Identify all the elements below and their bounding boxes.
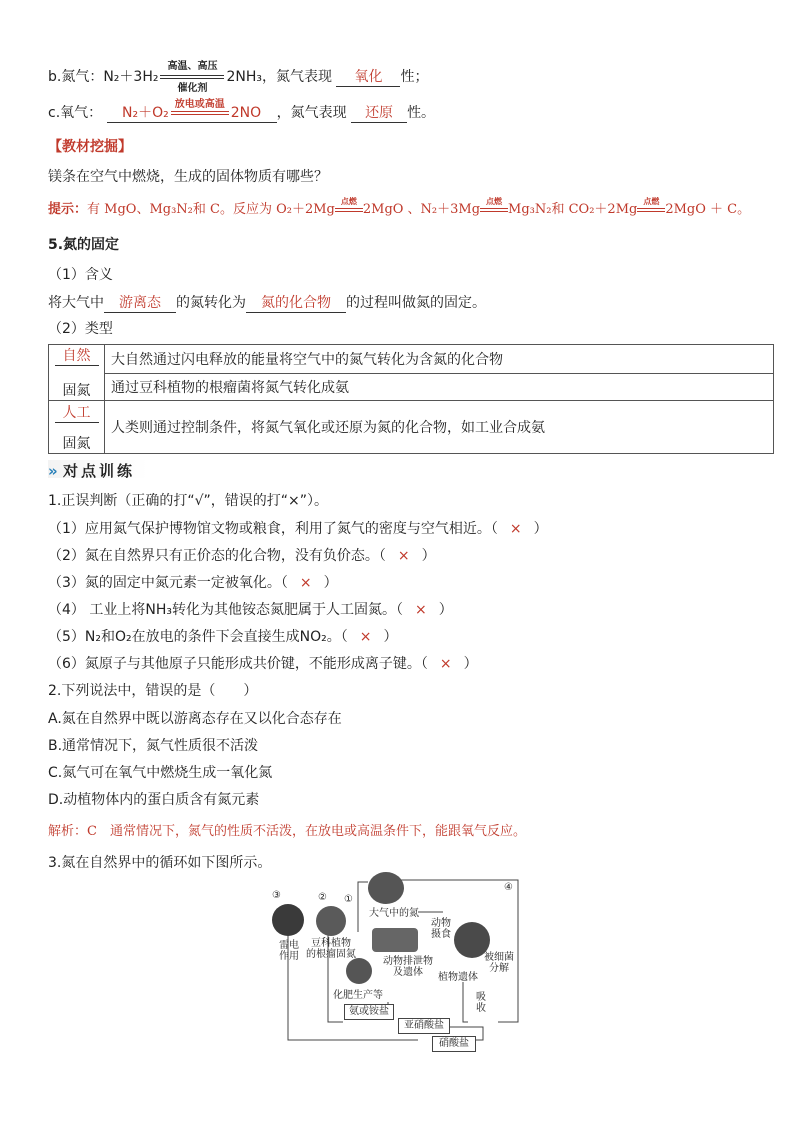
hint-label: 提示： [48, 202, 88, 217]
q1-item-close: ） [533, 521, 548, 537]
hint-text2: 2MgO 、N₂＋3Mg [362, 202, 481, 217]
artificial-row: 人类则通过控制条件，将氮气氧化或还原为氮的化合物，如工业合成氨 [105, 401, 774, 454]
q1-item-mark: × [359, 629, 372, 645]
legume-image [316, 906, 346, 936]
factory-image [346, 958, 372, 984]
q1-item-close: ） [323, 575, 338, 591]
cond-bot-b: 催化剂 [177, 83, 208, 94]
lightning-label: 雷电 作用 [279, 940, 299, 962]
nitrate-box: 硝酸盐 [432, 1036, 476, 1052]
artificial-cell [49, 401, 105, 454]
def-blank-2: 氮的化合物 [246, 292, 346, 313]
def-post: 的过程叫做氮的固定。 [346, 295, 486, 311]
artificial-fixation-label: 固氮 [62, 435, 91, 452]
q1-item-close: ） [383, 629, 398, 645]
line-c-prefix: c.氧气： [48, 105, 103, 121]
q2-stem: 2.下列说法中，错误的是（ ） [48, 683, 258, 699]
hint-text4: 2MgO ＋ C。 [665, 202, 751, 217]
practice-heading-text: 对点训练 [62, 462, 135, 480]
q1-item [48, 518, 548, 538]
q1-stem: 1.正误判断（正确的打“√”，错误的打“×”）。 [48, 493, 329, 509]
nitrite-box: 亚硝酸盐 [398, 1018, 450, 1034]
cond-top-c: 放电或高温 [174, 99, 225, 110]
q1-item-text: （6）氮原子与其他原子只能形成共价键，不能形成离子键。（ [48, 656, 428, 672]
fixation-types-table [48, 344, 774, 454]
q2-option: B.通常情况下，氮气性质很不活泼 [48, 738, 259, 754]
natural-row-2: 通过豆科植物的根瘤菌将氮气转化成氨 [105, 374, 774, 401]
q1-item-mark: × [439, 656, 452, 672]
hint-text3: Mg₃N₂和 CO₂＋2Mg [508, 202, 638, 217]
c-reactant: N₂＋O₂ [122, 105, 169, 121]
q1-item [48, 545, 436, 565]
q1-item [48, 653, 478, 673]
hint-cond-1: 点燃 [340, 195, 357, 206]
practice-heading [48, 460, 135, 481]
line-b-suffix: 性； [400, 69, 429, 85]
q2-option: C.氮气可在氧气中燃烧生成一氧化氮 [48, 765, 273, 781]
animal-eat-label: 动物 摄食 [431, 918, 451, 940]
plant-remains-label: 植物遗体 [438, 972, 478, 983]
hint-arrow-3 [637, 195, 665, 212]
hint-cond-2: 点燃 [486, 195, 503, 206]
node-2: ② [318, 892, 327, 903]
section5-title: 5.氮的固定 [48, 237, 120, 253]
hint-arrow-2 [480, 195, 508, 212]
reaction-arrow-c [171, 99, 229, 115]
section5-sub2: （2）类型 [48, 321, 113, 337]
legume-label: 豆科植物 的根瘤固氮 [306, 938, 356, 960]
answer-c: 还原 [351, 102, 407, 123]
q1-item-mark: × [299, 575, 312, 591]
lightning-image [272, 904, 304, 936]
natural-row-1: 大自然通过闪电释放的能量将空气中的氮气转化为含氮的化合物 [105, 345, 774, 374]
q1-item-mark: × [397, 548, 410, 564]
answer-c-equation [107, 99, 277, 123]
node-3: ③ [272, 890, 281, 901]
hint-line [48, 195, 751, 217]
natural-cell [49, 345, 105, 401]
def-pre: 将大气中 [48, 295, 104, 311]
artificial-label: 人工 [55, 402, 99, 423]
c-product: 2NO [230, 105, 262, 121]
q2-option: A.氮在自然界中既以游离态存在又以化合态存在 [48, 711, 342, 727]
answer-b: 氧化 [336, 66, 400, 87]
decompose-label: 被细菌 分解 [484, 952, 514, 974]
question-mg: 镁条在空气中燃烧，生成的固体物质有哪些？ [48, 169, 328, 185]
nitrogen-cycle-diagram [268, 872, 530, 1050]
q1-item [48, 572, 338, 592]
line-b-product: 2NH₃，氮气表现 [226, 69, 332, 85]
horse-image [372, 928, 418, 952]
natural-label: 自然 [55, 345, 99, 366]
reaction-arrow-b [160, 61, 224, 94]
node-4: ④ [504, 882, 513, 893]
q1-item-close: ） [438, 602, 453, 618]
q1-item-text: （1）应用氮气保护博物馆文物或粮食，利用了氮气的密度与空气相近。（ [48, 521, 498, 537]
hint-text1: 有 MgO、Mg₃N₂和 C。反应为 O₂＋2Mg [87, 202, 335, 217]
section5-sub1: （1）含义 [48, 267, 113, 283]
ammonia-box: 氨或铵盐 [344, 1004, 394, 1020]
q1-item-text: （3）氮的固定中氮元素一定被氧化。（ [48, 575, 288, 591]
q1-item-text: （4） 工业上将NH₃转化为其他铵态氮肥属于人工固氮。（ [48, 602, 403, 618]
section5-definition [48, 292, 486, 313]
def-blank-1: 游离态 [104, 292, 176, 313]
textbook-heading: 【教材挖掘】 [48, 139, 132, 155]
line-c [48, 99, 436, 123]
atmosphere-label: 大气中的氮 [369, 908, 419, 919]
line-b-prefix: b.氮气：N₂＋3H₂ [48, 69, 159, 85]
hint-cond-3: 点燃 [643, 195, 660, 206]
fertilizer-label: 化肥生产等 [333, 990, 383, 1001]
table-row [49, 401, 774, 454]
q1-item-close: ） [421, 548, 436, 564]
def-mid: 的氮转化为 [176, 295, 246, 311]
q3-stem: 3.氮在自然界中的循环如下图所示。 [48, 855, 272, 871]
q1-item-close: ） [463, 656, 478, 672]
line-b [48, 61, 429, 94]
q1-item [48, 599, 453, 619]
q2-analysis: 解析：C 通常情况下，氮气的性质不活泼，在放电或高温条件下，能跟氧气反应。 [48, 824, 526, 839]
q1-item [48, 626, 397, 646]
cond-top-b: 高温、高压 [167, 61, 218, 72]
absorb-label: 吸 收 [476, 992, 486, 1014]
q2-option: D.动植物体内的蛋白质含有氮元素 [48, 792, 260, 808]
atmosphere-image [368, 872, 404, 904]
q1-item-text: （5）N₂和O₂在放电的条件下会直接生成NO₂。（ [48, 629, 348, 645]
q1-item-mark: × [414, 602, 427, 618]
node-1: ① [344, 894, 353, 905]
q1-item-mark: × [509, 521, 522, 537]
natural-fixation-label: 固氮 [62, 383, 91, 399]
q1-item-text: （2）氮在自然界只有正价态的化合物，没有负价态。（ [48, 548, 386, 564]
double-chevron-icon: » [48, 462, 58, 480]
table-row [49, 374, 774, 401]
animal-waste-label: 动物排泄物 及遗体 [383, 956, 433, 978]
table-row [49, 345, 774, 374]
line-c-suffix: 性。 [407, 105, 436, 121]
line-c-mid: ，氮气表现 [276, 105, 347, 121]
hint-arrow-1 [335, 195, 363, 212]
